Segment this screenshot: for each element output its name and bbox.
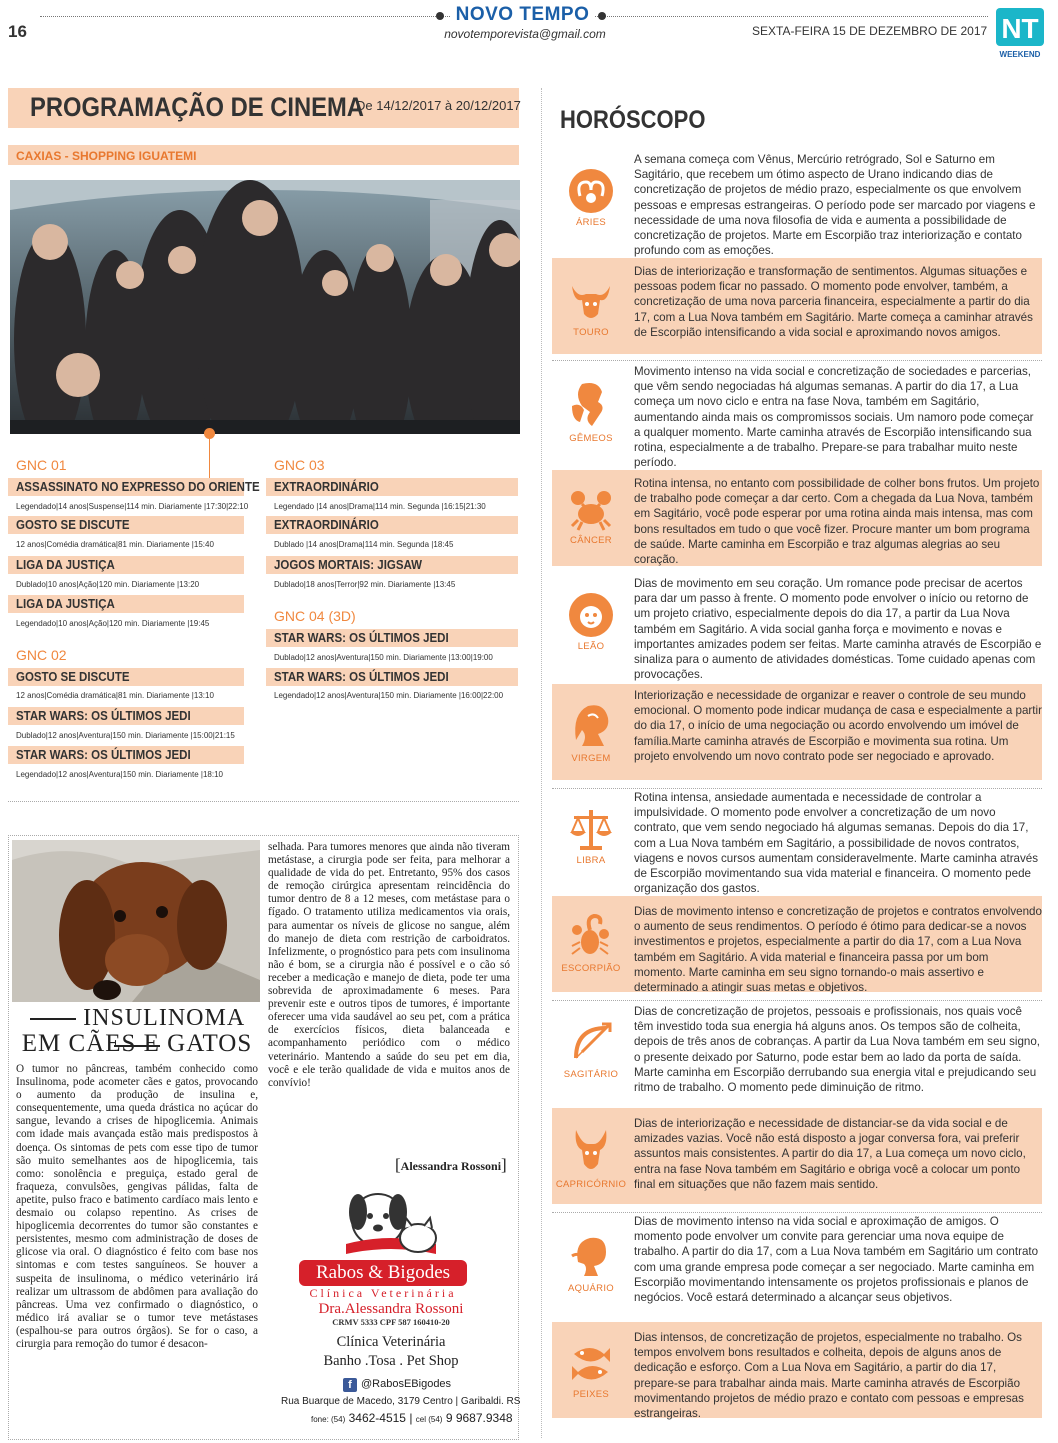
ad-crmv: CRMV 5333 CPF 587 160410-20 xyxy=(332,1317,450,1327)
cancer-text: Rotina intensa, no entanto com possibilidade de colher bons frutos. Um projeto de trabalho pode começar a dar certo. Com a chegada da Lua Nova, também em Sagitário, você pode esperar por uma rotina ainda mais intensa, mas com bons resultados em tudo o que você fizer. Procure manter um bom programa de saúde. Marte caminha em Escorpião e traz algumas alegrias ao seu coração. xyxy=(634,477,1040,567)
vet-clinic-ad[interactable] xyxy=(268,1182,521,1440)
scorpion-icon xyxy=(568,912,614,960)
horoscope-title: HORÓSCOPO xyxy=(560,106,706,134)
sagittarius-text: Dias de concretização de projetos, pessoais e profissionais, nos quais você têm investido toda sua energia há alguns anos. Os tempos são de colheita, depois de três anos de cobranças. A partir da Lua Nova também em seu signo, o presente deixado por Saturno, pode estar bem ao lado da porta de saída. Marte caminha em Escorpião derrubando sua energia vital e prejudicando seu ritmo de trabalho. O momento pede diminuição de ritmo. xyxy=(634,1005,1041,1095)
film-details: Legendado|14 anos|Suspense|114 min. Diariamente |17:30|22:10 xyxy=(16,502,249,511)
cinema-dates: De 14/12/2017 à 20/12/2017 xyxy=(356,98,521,113)
taurus-text: Dias de interiorização e transformação de sentimentos. Algumas situações e pessoas podem ficar no passado. O momento pode envolver, também, a concretização de uma nova parceria financeira, especialmente a partir do dia 17, com a Lua Nova também em Sagitário. Marte começa a caminhar através de Escorpião intensificando a vida social e aproximando novos amigos. xyxy=(634,265,1033,339)
film-title: LIGA DA JUSTIÇA xyxy=(16,558,115,572)
film-title: STAR WARS: OS ÚLTIMOS JEDI xyxy=(16,748,191,762)
cinema-location: CAXIAS - SHOPPING IGUATEMI xyxy=(16,149,197,163)
libra-text: Rotina intensa, ansiedade aumentada e necessidade de controlar a impulsividade. O momento pode envolver a concretização de um novo contrato, que vem sendo negociado há algumas semanas. Depois do dia 17, com a Lua Nova também em Sagitário, a possibilidade de novos contratos, viagens e novos cursos aumentam consideravelmente. Marte caminha através de Escorpião movimentando sua vida material e financeira. O momento pede organização dos gastos. xyxy=(634,791,1039,896)
movie-poster-image xyxy=(10,180,520,434)
bow-arrow-icon xyxy=(568,1020,614,1066)
goat-icon xyxy=(568,1126,614,1176)
sagittarius-sign xyxy=(553,1020,629,1080)
aquarius-text: Dias de movimento intenso na vida social e aproximação de amigos. O momento pode envolver um convite para gerenciar uma nova equipe de trabalho. A partir do dia 17, com a Lua Nova também em Sagitário um contrato com uma grande empresa pode começar a ser negociado. Marte caminha em Escorpião movimentando intensamente os projetos profissionais e planos de negócios. Você estará determinado a alcançar seus objetivos. xyxy=(634,1215,1039,1305)
film-title: STAR WARS: OS ÚLTIMOS JEDI xyxy=(16,709,191,723)
capricorn-sign xyxy=(553,1126,629,1190)
taurus-icon xyxy=(568,278,614,324)
film-details: Legendado |14 anos|Drama|114 min. Segunda |16:15|21:30 xyxy=(274,502,486,511)
film-details: Dublado|18 anos|Terror|92 min. Diariamente |13:45 xyxy=(274,580,456,589)
scorpio-text: Dias de movimento intenso e concretização de projetos e contratos envolvendo o aumento de seus rendimentos. O período é ótimo para dedicar-se a novos investimentos e projetos, especialmente a partir do dia 17, com a Lua Nova também em Sagitário. A vida material e financeira passa por um bom momento. Marte caminha em seu signo tornando-o mais assertivo e determinado a atingir suas metas e objetivos. xyxy=(634,905,1042,995)
film-title: JOGOS MORTAIS: JIGSAW xyxy=(274,558,423,572)
gemini-text: Movimento intenso na vida social e concretização de sociedades e parcerias, que vêm sendo negociadas há algumas semanas. A partir do dia 17, a Lua começa um novo ciclo e entra na fase Nova, também em Sagitário, aumentando ainda mais os compromissos sociais. Um namoro pode começar a qualquer momento. Marte caminha através de Escorpião intensificando sua rotina, especialmente a de trabalho. Prepare-se para trabalhar muito neste período. xyxy=(634,365,1034,470)
ad-address: Rua Buarque de Macedo, 3179 Centro | Garibaldi. RS xyxy=(281,1396,521,1407)
film-title: STAR WARS: OS ÚLTIMOS JEDI xyxy=(274,670,449,684)
cancer-sign xyxy=(553,486,629,546)
header-dot-right xyxy=(598,12,606,20)
page-number: 16 xyxy=(8,22,27,41)
room-gnc03: GNC 03 xyxy=(274,457,325,473)
film-bar xyxy=(266,556,518,574)
film-title: EXTRAORDINÁRIO xyxy=(274,518,379,532)
ad-tagline: Clínica Veterinária xyxy=(309,1286,457,1300)
film-details: Legendado|12 anos|Aventura|150 min. Diariamente |18:10 xyxy=(16,770,223,779)
cel-label: cel (54) xyxy=(415,1415,443,1424)
aries-sign xyxy=(553,168,629,228)
capricorn-text: Dias de interiorização e necessidade de distanciar-se da vida social e de amizades vazias. Você não está disposto a jogar conversa fora, vai preferir assuntos mais consistentes. A partir do dia 17, a Lua começa um novo ciclo, entra na fase Nova também em Sagitário e obriga você a colocar um ponto final em situações que não fazem mais sentido. xyxy=(634,1117,1026,1191)
row-divider xyxy=(552,1212,1042,1213)
cinema-title: PROGRAMAÇÃO DE CINEMA xyxy=(30,92,364,122)
article-body-col1: O tumor no pâncreas, também conhecido como Insulinoma, pode acometer cães e gatos, provocando o aumento da produção de insulina e, consequentemente, uma queda drástica no açúcar do sangue, levando a crises de hipoglicemia. Animais com idade mais avançada estão mais predispostos à doença. Os sintomas de pets com esse tipo de tumor são muito semelhantes aos de hipoglicemia, tais como: sonolência e preguiça, estado geral de fraqueza, convulsões, gengivas pálidas, falta de apetite, pulso fraco e batimento cardíaco mais lento e desmaio ou colapso repentino. As crises de hipoglicemia decorrentes do tumor são constantes e persistentes, mesmo com administração de doses de glicose via oral. O diagnóstico é feito com base nos sintomas e com testes sanguíneos. Se houver a suspeita de insulinoma, o médico veterinário irá realizar um ultrassom de abdômen para avaliação do pâncreas. Uma vez confirmado o diagnóstico, o médico irá avaliar se o tumor teve metástases (espalhou-se para outros órgãos). Se for o caso, a cirurgia para remoção do tumor é desacon- xyxy=(16,1063,258,1350)
aquarius-icon xyxy=(568,1232,614,1280)
virgo-sign xyxy=(553,700,629,764)
sign-name: CÂNCER xyxy=(570,535,612,546)
room-gnc01: GNC 01 xyxy=(16,457,67,473)
film-title: GOSTO SE DISCUTE xyxy=(16,670,130,684)
newspaper-brand: NOVO TEMPO xyxy=(450,4,595,26)
sign-name: SAGITÁRIO xyxy=(563,1069,619,1080)
room-gnc02: GNC 02 xyxy=(16,647,67,663)
film-title: GOSTO SE DISCUTE xyxy=(16,518,130,532)
sign-name: ESCORPIÃO xyxy=(561,963,621,974)
sign-name: PEIXES xyxy=(572,1389,610,1400)
aries-text: A semana começa com Vênus, Mercúrio retrógrado, Sol e Saturno em Sagitário, que recebem um ótimo aspecto de Urano indicando dias de concretização de projetos de médio prazo, especialmente os que envolvem pessoas e empresas estrangeiras. O período pode ser marcado por viagens e necessidade de uma nova filosofia de vida e aumenta a possibilidade de concretização de projetos. Marte em Escorpião traz interiorização e contato profundo com as emoções. xyxy=(634,153,1036,258)
sign-name: CAPRICÓRNIO xyxy=(555,1179,627,1190)
scorpio-sign xyxy=(553,912,629,974)
ad-services2: Banho .Tosa . Pet Shop xyxy=(323,1353,459,1369)
film-title: LIGA DA JUSTIÇA xyxy=(16,597,115,611)
phone-number[interactable]: 3462-4515 xyxy=(348,1411,406,1425)
row-divider xyxy=(552,1000,1042,1001)
article-title-text: INSULINOMA xyxy=(83,1005,244,1031)
sign-name: AQUÁRIO xyxy=(568,1283,614,1294)
film-bar xyxy=(8,478,260,496)
pisces-sign xyxy=(553,1340,629,1400)
film-title: EXTRAORDINÁRIO xyxy=(274,480,379,494)
row-divider xyxy=(552,788,1042,789)
sign-name: TOURO xyxy=(573,327,609,338)
article-title-line2: EM CÃES E GATOS xyxy=(21,1030,253,1057)
libra-sign xyxy=(553,806,629,866)
film-bar xyxy=(8,746,244,764)
film-bar xyxy=(266,478,518,496)
film-bar xyxy=(266,629,518,647)
virgo-text: Interiorização e necessidade de organizar e reaver o controle de seu mundo emocional. O momento pode indicar mudança de casa e especialmente a partir do dia 17, o início de uma negociação ou acordo envolvendo um imóvel de família.Marte caminha através de Escorpião e movimenta sua rotina. Um projeto envolvendo um novo contrato pode ser negociado e aprovado. xyxy=(634,689,1042,763)
film-details: Dublado|12 anos|Aventura|150 min. Diariamente |13:00|19:00 xyxy=(274,653,493,662)
article-signature: [Alessandra Rossoni] xyxy=(395,1155,507,1174)
film-details: Legendado|12 anos|Aventura|150 min. Diariamente |16:00|22:00 xyxy=(274,691,504,700)
film-bar xyxy=(8,707,244,725)
gemini-sign xyxy=(553,380,629,444)
issue-date: SEXTA-FEIRA 15 DE DEZEMBRO DE 2017 xyxy=(752,24,988,38)
room-gnc04: GNC 04 (3D) xyxy=(274,608,356,624)
section-divider xyxy=(8,801,519,802)
aries-icon xyxy=(568,168,614,214)
film-title: STAR WARS: OS ÚLTIMOS JEDI xyxy=(274,631,449,645)
cel-number[interactable]: 9 9687.9348 xyxy=(445,1411,513,1425)
nt-weekend-logo xyxy=(992,6,1048,58)
pisces-text: Dias intensos, de concretização de projetos, especialmente no trabalho. Os tempos envolvem bons resultados e colheita, depois de alguns anos de dedicação e esforço. Com a Lua Nova em Sagitário, a partir do dia 17, prepare-se para trabalhar ainda mais. Marte caminha através de Escorpião movimentando projetos de médio prazo e contato com pessoas e empresas estrangeiras. xyxy=(634,1331,1024,1421)
sign-name: ÁRIES xyxy=(575,217,606,228)
signature-name: Alessandra Rossoni xyxy=(400,1159,502,1173)
taurus-sign xyxy=(553,278,629,338)
film-details: 12 anos|Comédia dramática|81 min. Diariamente |13:10 xyxy=(16,691,214,700)
film-title: ASSASSINATO NO EXPRESSO DO ORIENTE xyxy=(16,480,260,494)
logo-sub: WEEKEND xyxy=(999,50,1041,58)
film-bar xyxy=(8,668,244,686)
pets-illustration xyxy=(336,1182,446,1262)
film-details: 12 anos|Comédia dramática|81 min. Diariamente |15:40 xyxy=(16,540,214,549)
sign-name: LEÃO xyxy=(577,641,605,652)
row-divider xyxy=(552,360,1042,361)
ad-phones: fone: (54) 3462-4515 | cel (54) 9 9687.9348 xyxy=(311,1411,513,1425)
film-details: Dublado|10 anos|Ação|120 min. Diariamente |13:20 xyxy=(16,580,200,589)
sign-name: LIBRA xyxy=(576,855,606,866)
ad-doctor: Dra.Alessandra Rossoni xyxy=(318,1301,464,1317)
libra-icon xyxy=(568,806,614,852)
logo-letters: NT xyxy=(1001,13,1039,44)
dog-photo xyxy=(12,840,260,1002)
fish-icon xyxy=(568,1340,614,1386)
gemini-icon xyxy=(568,380,614,430)
film-bar xyxy=(8,595,244,613)
phone-label: fone: (54) xyxy=(311,1415,346,1424)
callout-dot xyxy=(204,428,215,439)
film-bar xyxy=(8,516,244,534)
ad-services1: Clínica Veterinária xyxy=(336,1334,446,1350)
article-body-col2: selhada. Para tumores menores que ainda não tiveram metástase, a cirurgia pode ser feita, para melhorar a qualidade de vida do pet. Entretanto, 95% dos casos de remoção cirúrgica apresentam reincidência do tumor dentro de 8 a 12 meses, com metástase para o fígado. O tratamento utiliza medicamentos via orais, para aumentar os níveis de glicose no sangue, além do manejo de dieta com restrição de carboidratos. Infelizmente, o prognóstico para pets com insulinoma não é bom, se a cirurgia não é possível e o cão só receber a medicação e manejo de dieta, pode ter uma sobrevida de aproximadamente 6 meses. Para prevenir este e outros tipos de tumores, é importante oferecer uma vida saudável ao seu pet, com a prática de exercícios físicos, dieta balanceada e acompanhamento periódico com o médico veterinário. Mantendo a saúde do seu pet em dia, você e ele terão qualidade de vida e muitos anos de convívio! xyxy=(268,841,510,1089)
film-details: Dublado |14 anos|Drama|114 min. Segunda |18:45 xyxy=(274,540,454,549)
film-details: Legendado|10 anos|Ação|120 min. Diariamente |19:45 xyxy=(16,619,210,628)
film-bar xyxy=(8,556,244,574)
header-dot-left xyxy=(436,12,444,20)
film-details: Dublado|12 anos|Aventura|150 min. Diariamente |15:00|21:15 xyxy=(16,731,235,740)
contact-email[interactable]: novotemporevista@gmail.com xyxy=(444,27,606,41)
aquarius-sign xyxy=(553,1232,629,1294)
sign-name: GÊMEOS xyxy=(569,433,613,444)
lion-icon xyxy=(568,592,614,638)
ad-facebook[interactable]: @RabosEBigodes xyxy=(361,1378,452,1390)
film-bar xyxy=(266,516,518,534)
cancer-icon xyxy=(568,486,614,532)
column-divider xyxy=(541,88,542,1438)
film-bar xyxy=(266,668,518,686)
sign-name: VIRGEM xyxy=(571,753,611,764)
leo-sign xyxy=(553,592,629,652)
virgo-icon xyxy=(568,700,614,750)
ad-brand: Rabos & Bigodes xyxy=(315,1262,451,1283)
facebook-icon: f xyxy=(343,1378,357,1392)
leo-text: Dias de movimento em seu coração. Um romance pode precisar de acertos para dar um passo à frente. O momento pode envolver o início ou retorno de um projeto criativo, especialmente depois do dia 17, a partir da Lua Nova também em Sagitário. A vida social ganha força e movimento e novas e importantes amizades podem ser feitas. Marte caminha através de Escorpião e sinaliza para o aumento de atividades domésticas. Tome cuidado apenas com provocações. xyxy=(634,577,1042,682)
